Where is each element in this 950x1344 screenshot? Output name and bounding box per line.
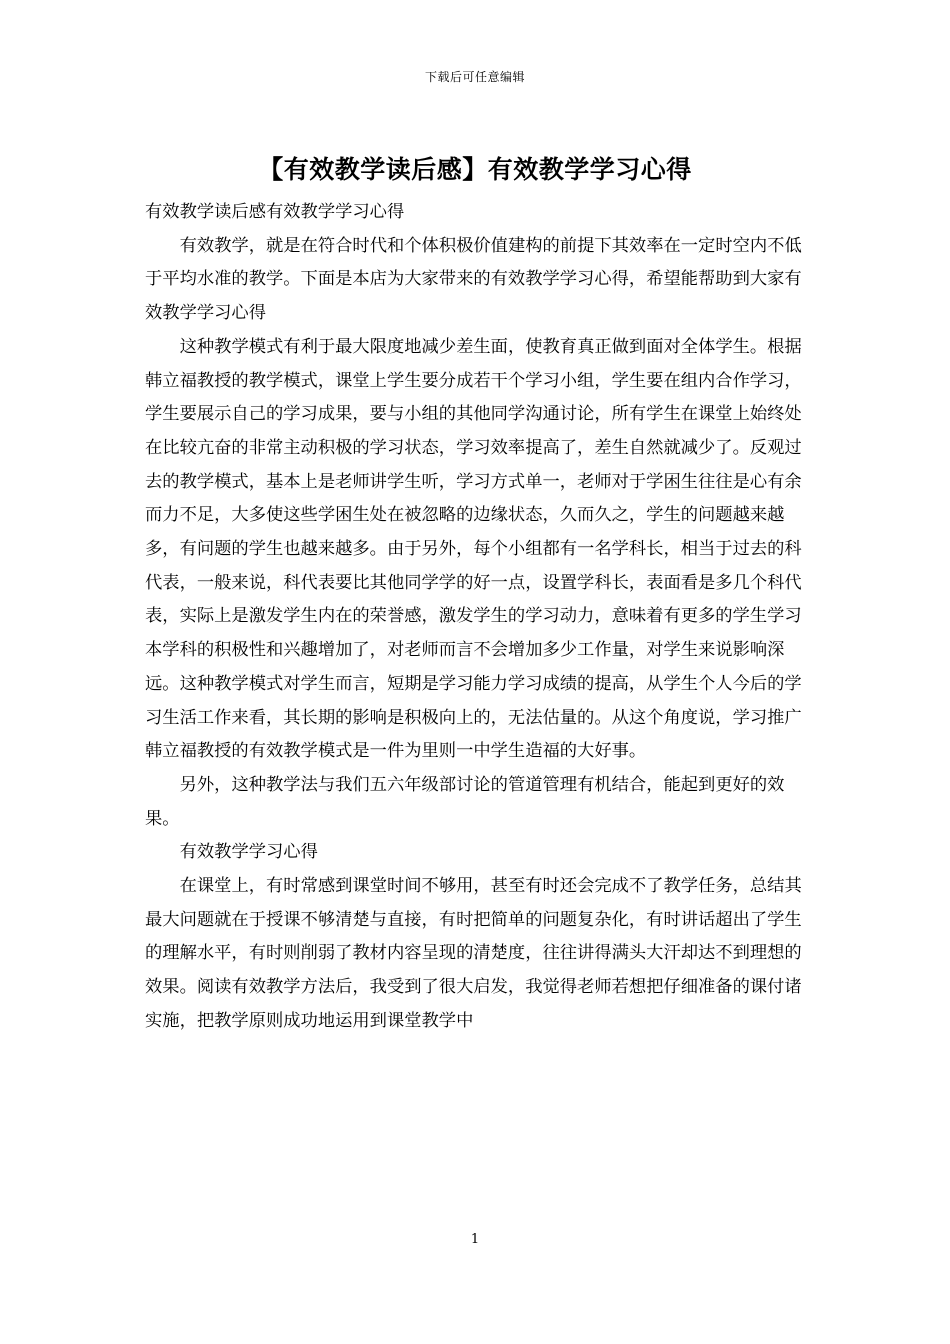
paragraph-pipeline-management: 另外，这种教学法与我们五六年级部讨论的管道管理有机结合，能起到更好的效果。 bbox=[145, 774, 785, 829]
page-number: 1 bbox=[470, 1232, 480, 1247]
document-body bbox=[145, 196, 807, 1039]
document-title: 【有效教学读后感】有效教学学习心得 bbox=[258, 155, 692, 184]
paragraph-intro: 有效教学，就是在符合时代和个体积极价值建构的前提下其效率在一定时空内不低于平均水准的教学。下面是本店为大家带来的有效教学学习心得，希望能帮助到大家有效教学学习心得 bbox=[145, 235, 802, 324]
paragraph-classroom: 在课堂上，有时常感到课堂时间不够用，甚至有时还会完成不了教学任务，总结其最大问题就在于授课不够清楚与直接，有时把简单的问题复杂化，有时讲话超出了学生的理解水平，有时则削弱了教材内容呈现的清楚度，往往讲得满头大汗却达不到理想的效果。阅读有效教学方法后，我受到了很大启发，我觉得老师若想把仔细准备的课付诸实施，把教学原则成功地运用到课堂教学中 bbox=[145, 876, 802, 1031]
header-note: 下载后可任意编辑 bbox=[424, 70, 525, 84]
document-subtitle: 有效教学读后感有效教学学习心得 bbox=[145, 202, 405, 222]
section-heading: 有效教学学习心得 bbox=[179, 842, 318, 863]
paragraph-teaching-model: 这种教学模式有利于最大限度地减少差生面，使教育真正做到面对全体学生。根据韩立福教授的教学模式，课堂上学生要分成若干个学习小组，学生要在组内合作学习，学生要展示自己的学习成果，要与小组的其他同学沟通讨论，所有学生在课堂上始终处在比较亢奋的非常主动积极的学习状态，学习效率提高了，差生自然就减少了。反观过去的教学模式，基本上是老师讲学生听，学习方式单一，老师对于学困生往往是心有余而力不足，大多使这些学困生处在被忽略的边缘状态，久而久之，学生的问题越来越多，有问题的学生也越来越多。由于另外，每个小组都有一名学科长，相当于过去的科代表，一般来说，科代表要比其他同学学的好一点，设置学科长，表面看是多几个科代表，实际上是激发学生内在的荣誉感，激发学生的学习动力，意味着有更多的学生学习本学科的积极性和兴趣增加了，对老师而言不会增加多少工作量，对学生来说影响深远。这种教学模式对学生而言，短期是学习能力学习成绩的提高，从学生个人今后的学习生活工作来看，其长期的影响是积极向上的，无法估量的。从这个角度说，学习推广韩立福教授的有效教学模式是一件为里则一中学生造福的大好事。 bbox=[145, 336, 802, 762]
